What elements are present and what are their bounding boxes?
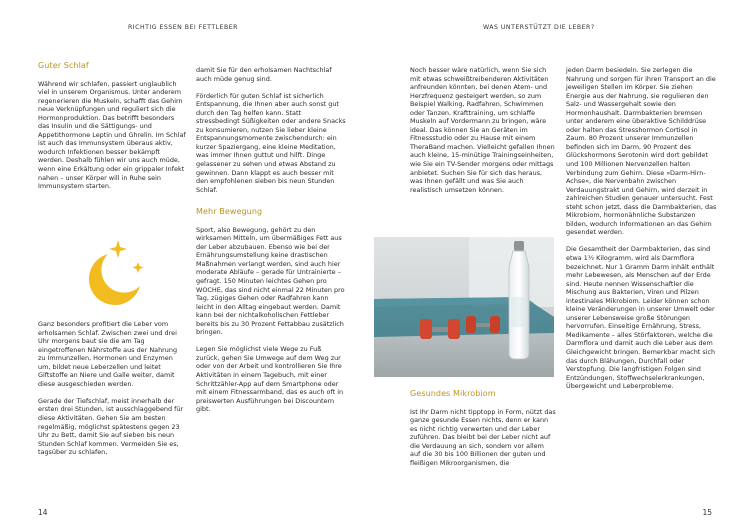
paragraph: Sport, also Bewegung, gehört zu den wirksamen Mitteln, um übermäßiges Fett aus der Leber abzubauen. Ebenso wie bei der Ernährungsumstellung keine drastischen Maßnahmen verlangt werden, sind auch hier moderate Abläufe – gerade für Untrainierte – gefragt. 150 Minuten leichtes Gehen pro WOCHE, das sind nicht einmal 22 Minuten pro Tag, zügiges Gehen oder Radfahren kann leicht in den Alltag eingebaut werden. Damit kann bei der nichtalkoholischen Fettleber bereits bis zu 30 Prozent Fettabbau zusätzlich bringen. [196,225,345,337]
paragraph: Gerade der Tiefschlaf, meist innerhalb der ersten drei Stunden, ist ausschlaggebend für diese Aktivitäten. Gehen Sie am besten regelmäßig, möglichst spätestens gegen 23 Uhr zu Bett, damit Sie auf sieben bis neun Stunden Schlaf kommen. Vermeiden Sie es, tagsüber zu schlafen, [38,396,184,457]
running-head-right: WAS UNTERSTÜTZT DIE LEBER? [483,24,595,31]
paragraph: Noch besser wäre natürlich, wenn Sie sich mit etwas schweißtreibenderen Aktivitäten anfreunden könnten, bei denen Atem- und Herzfrequenz gesteigert werden, so zum Beispiel Walking, Radfahren, Schwimmen oder Tanzen. Krafttraining, um schlaffe Muskeln auf Vordermann zu bringen, wäre ideal. Das können Sie an Geräten im Fitnessstudio oder zu Hause mit einem TheraBand machen. Vielleicht gefallen Ihnen auch kleine, 15-minütige Trainingseinheiten, wie Sie ein TV-Sender morgens oder mittags anbietet. Suchen Sie für sich das heraus, was Ihnen gefällt und was Sie auch realistisch umsetzen können. [410,66,555,194]
paragraph: jeden Darm besiedeln. Sie zerlegen die Nahrung und sorgen für ihren Transport an die jeweiligen Stellen im Körper. Sie ziehen Energie aus der Nahrung, sie regulieren den Salz- und Wassergehalt sowie den Hormonhaushalt. Darmbakterien bremsen unter anderem eine überaktive Schilddrüse oder halten das Stresshormon Cortisol in Zaum. 80 Prozent unserer Immunzellen befinden sich im Darm, 90 Prozent des Glückshormons Serotonin wird dort gebildet und 100 Millionen Nervenzellen halten Verbindung zum Gehirn. Diese »Darm-Hirn-Achse«, die Nervenbahn zwischen Verdauungstrakt und Gehirn, wird derzeit in zahlreichen Studien genauer untersucht. Fest steht schon jetzt, dass die Darmbakterien, das Mikrobiom, hormonähnliche Substanzen bilden, wodurch Informationen an das Gehirn gesendet werden. [566,66,717,237]
column-1 [38,62,186,199]
paragraph: Ist Ihr Darm nicht tipptopp in Form, nützt das ganze gesunde Essen nichts, denn er kann es nicht richtig verwerten und der Leber zuführen. Das bleibt bei der Leber nicht auf die Verdauung an sich, sondern vor allem auf die 30 bis 100 Billionen der guten und fleißigen Mikroorganismen, die [410,407,556,467]
moon-illustration [74,236,152,316]
paragraph: Die Gesamtheit der Darmbakterien, das sind etwa 1½ Kilogramm, wird als Darmflora bezeichnet. Nur 1 Gramm Darm inhält enthält mehr Lebewesen, als Menschen auf der Erde sind. Heute nennen Wissenschaftler die Mischung aus Bakterien, Viren und Pilzen intestinales Mikrobiom. Leider können schon kleine Veränderungen in unserer Umwelt oder unserer Lebensweise große Störungen hervorrufen. Einseitige Ernährung, Stress, Medikamente – alles Störfaktoren, welche die Darmflora und damit auch die Leber aus dem Gleichgewicht bringen. Bemerkbar macht sich das durch Blähungen, Durchfall oder Verstopfung. Die langfristigen Folgen sind Entzündungen, Stoffwechselerkrankungen, Übergewicht und Leberprobleme. [566,245,716,391]
water-bottle [509,241,529,359]
column-4 [566,66,718,399]
column-3 [410,66,556,203]
paragraph: Ganz besonders profitiert die Leber vom erholsamen Schlaf. Zwischen zwei und drei Uhr morgens baut sie die am Tag eingetroffenen Nährstoffe aus der Nahrung zu Immunzellen, Hormonen und Enzymen um, bildet neue Leberzellen und leitet Giftstoffe an Niere und Galle weiter, damit diese ausgeschieden werden. [38,320,178,388]
section-heading-bewegung: Mehr Bewegung [196,207,263,217]
moon-icon [89,254,140,305]
section-heading-mikrobiom: Gesundes Mikrobiom [410,389,496,398]
paragraph: Förderlich für guten Schlaf ist sicherlich Entspannung, die Ihnen aber auch sonst gut durch den Tag helfen kann. Statt stressbedingt Süßigkeiten oder andere Snacks zu konsumieren, nutzen Sie lieber kleine Entspannungsmomente zwischendurch: ein kurzer Spaziergang, eine kleine Meditation, was immer Ihnen guttut und hilft. Dinge gelassener zu sehen und etwas Abstand zu gewinnen. Dann klappt es auch besser mit den empfohlenen sieben bis neun Stunden Schlaf. [196,91,346,194]
sparkle-icon [109,240,144,273]
running-head-left: RICHTIG ESSEN BEI FETTLEBER [128,24,238,31]
page-number-left: 14 [38,508,48,517]
column-2 [196,66,346,422]
fitness-photo [374,237,554,377]
column-3-continued [410,390,556,476]
paragraph: Während wir schlafen, passiert unglaublich viel in unserem Organismus. Unter anderem regenerieren die Muskeln, schafft das Gehirn neue Verknüpfungen und reguliert sich die Hormonproduktion. Das betrifft besonders das Insulin und die Sättigungs- und Appetithormone Leptin und Ghrelin. Im Schlaf ist auch das Immunsystem überaus aktiv, wodurch Infektionen besser bekämpft werden. Deshalb fühlen wir uns auch müde, wenn eine Erkältung oder ein grippaler Infekt nahen – unser Körper will in Ruhe sein Immunsystem starten. [38,79,186,191]
paragraph: Legen Sie möglichst viele Wege zu Fuß zurück, gehen Sie Umwege auf dem Weg zur oder von der Arbeit und kontrollieren Sie Ihre Aktivitäten in einem Tagebuch, mit einer Schrittzähler-App auf dem Smartphone oder mit einem Fitnessarmband, das es auch oft in preiswerten Ausführungen bei Discountern gibt. [196,345,344,414]
paragraph: damit Sie für den erholsamen Nachtschlaf auch müde genug sind. [196,66,332,83]
page-number-right: 15 [702,508,712,517]
column-1-continued [38,320,186,465]
section-heading-schlaf: Guter Schlaf [38,61,89,70]
